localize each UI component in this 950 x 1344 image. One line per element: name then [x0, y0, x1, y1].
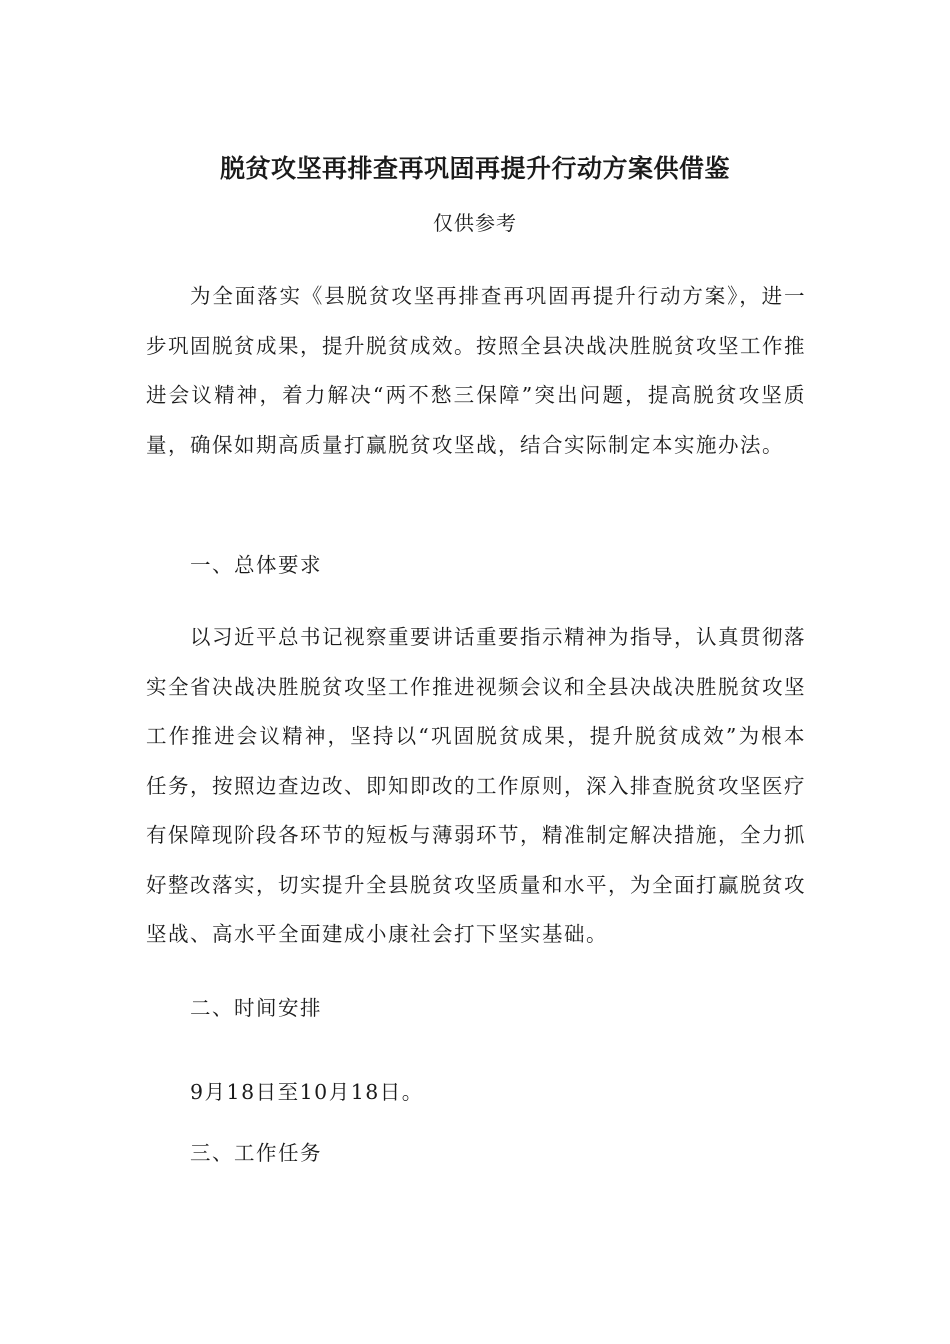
document-subtitle: 仅供参考 [433, 211, 517, 235]
section-heading-tasks: 三、工作任务 [190, 1141, 322, 1165]
section-body-general-requirements: 以习近平总书记视察重要讲话重要指示精神为指导，认真贯彻落实全省决战决胜脱贫攻坚工作推进视频会议和全县决战决胜脱贫攻坚工作推进会议精神，坚持以“巩固脱贫成果，提升脱贫成效”为根本任务，按照边查边改、即知即改的工作原则，深入排查脱贫攻坚医疗有保障现阶段各环节的短板与薄弱环节，精准制定解决措施，全力抓好整改落实，切实提升全县脱贫攻坚质量和水平，为全面打赢脱贫攻坚战、高水平全面建成小康社会打下坚实基础。 [146, 625, 806, 946]
document-title: 脱贫攻坚再排查再巩固再提升行动方案供借鉴 [219, 153, 730, 183]
section-heading-schedule: 二、时间安排 [190, 996, 322, 1020]
section-body-schedule: 9月18日至10月18日。 [190, 1080, 424, 1104]
intro-paragraph: 为全面落实《县脱贫攻坚再排查再巩固再提升行动方案》，进一步巩固脱贫成果，提升脱贫成效。按照全县决战决胜脱贫攻坚工作推进会议精神，着力解决“两不愁三保障”突出问题，提高脱贫攻坚质量，确保如期高质量打赢脱贫攻坚战，结合实际制定本实施办法。 [146, 284, 806, 457]
section-heading-general-requirements: 一、总体要求 [190, 553, 322, 577]
